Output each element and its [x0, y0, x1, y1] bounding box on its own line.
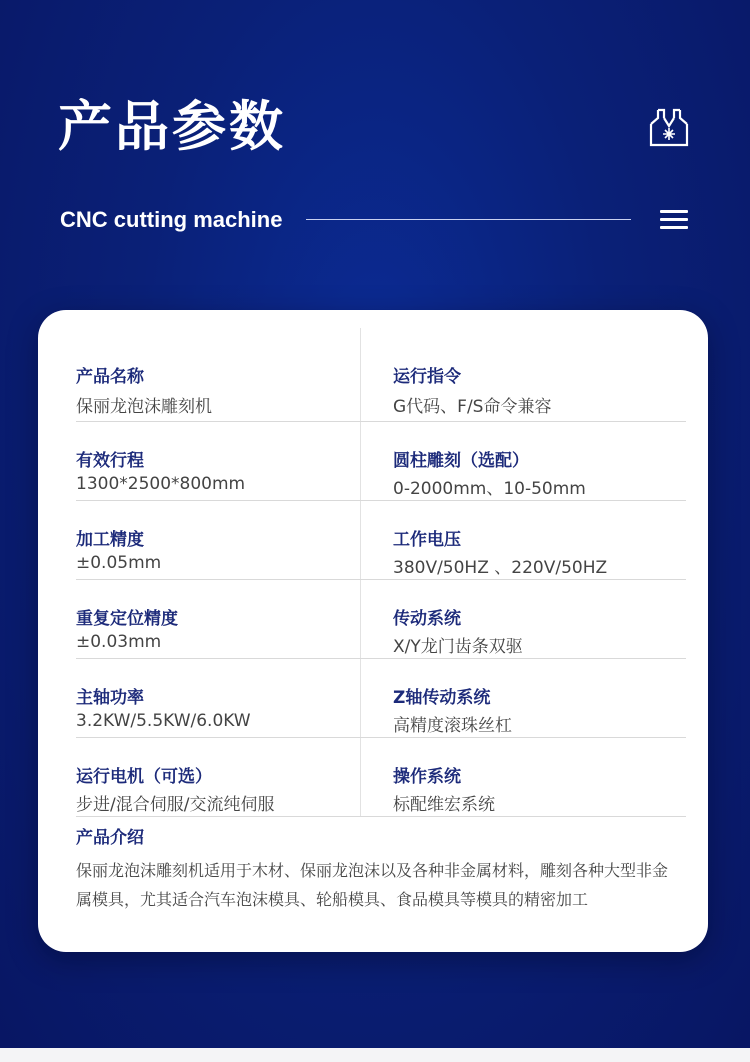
- spec-value: 3.2KW/5.5KW/6.0KW: [76, 711, 251, 731]
- spec-label: 圆柱雕刻（选配）: [393, 451, 529, 471]
- spec-cell: [76, 501, 361, 579]
- spec-row: [76, 580, 686, 659]
- subtitle-divider: [306, 219, 631, 220]
- spec-label: 运行指令: [393, 367, 461, 387]
- spec-row: [76, 501, 686, 580]
- spec-cell: [393, 422, 686, 500]
- spec-cell: [393, 738, 686, 816]
- spec-value: 步进/混合伺服/交流纯伺服: [76, 795, 275, 815]
- spec-cell: [393, 328, 686, 421]
- spec-cell: [76, 422, 361, 500]
- intro-text: 保丽龙泡沫雕刻机适用于木材、保丽龙泡沫以及各种非金属材料，雕刻各种大型非金属模具，尤其适合汽车泡沫模具、轮船模具、食品模具等模具的精密加工: [76, 861, 669, 909]
- spec-label: 工作电压: [393, 530, 461, 550]
- bottom-strip: [0, 1048, 750, 1062]
- spec-row: [76, 738, 686, 817]
- spec-value: 0-2000mm、10-50mm: [393, 479, 586, 499]
- spec-row: [76, 328, 686, 422]
- spec-card: [38, 310, 708, 952]
- product-intro: [76, 826, 676, 914]
- spec-label: 运行电机（可选）: [76, 767, 212, 787]
- spec-value: X/Y龙门齿条双驱: [393, 637, 523, 657]
- spec-value: ±0.05mm: [76, 553, 162, 573]
- spec-cell: [393, 501, 686, 579]
- spec-cell: [393, 580, 686, 658]
- spec-cell: [76, 328, 361, 421]
- intro-label: 产品介绍: [76, 828, 144, 848]
- spec-cell: [76, 580, 361, 658]
- spec-cell: [76, 738, 361, 816]
- menu-icon[interactable]: [660, 210, 688, 230]
- spec-label: 重复定位精度: [76, 609, 178, 629]
- spec-value: 保丽龙泡沫雕刻机: [76, 397, 212, 417]
- spec-value: 1300*2500*800mm: [76, 474, 246, 494]
- spec-cell: [76, 659, 361, 737]
- page-title: 产品参数: [58, 95, 286, 158]
- spec-row: [76, 422, 686, 501]
- spec-label: 加工精度: [76, 530, 144, 550]
- page-subtitle: CNC cutting machine: [60, 207, 283, 232]
- spec-label: 主轴功率: [76, 688, 144, 708]
- spec-value: G代码、F/S命令兼容: [393, 397, 552, 417]
- spec-row: [76, 659, 686, 738]
- spec-value: ±0.03mm: [76, 632, 162, 652]
- spec-value: 标配维宏系统: [393, 795, 495, 815]
- spec-value: 380V/50HZ 、220V/50HZ: [393, 558, 608, 578]
- spec-cell: [393, 659, 686, 737]
- spec-label: 有效行程: [76, 451, 144, 471]
- spec-label: Z轴传动系统: [393, 688, 491, 708]
- spec-label: 产品名称: [76, 367, 144, 387]
- spec-label: 操作系统: [393, 767, 461, 787]
- machine-logo-icon: [648, 106, 690, 148]
- spec-table: [76, 328, 686, 817]
- spec-label: 传动系统: [393, 609, 461, 629]
- spec-value: 高精度滚珠丝杠: [393, 716, 512, 736]
